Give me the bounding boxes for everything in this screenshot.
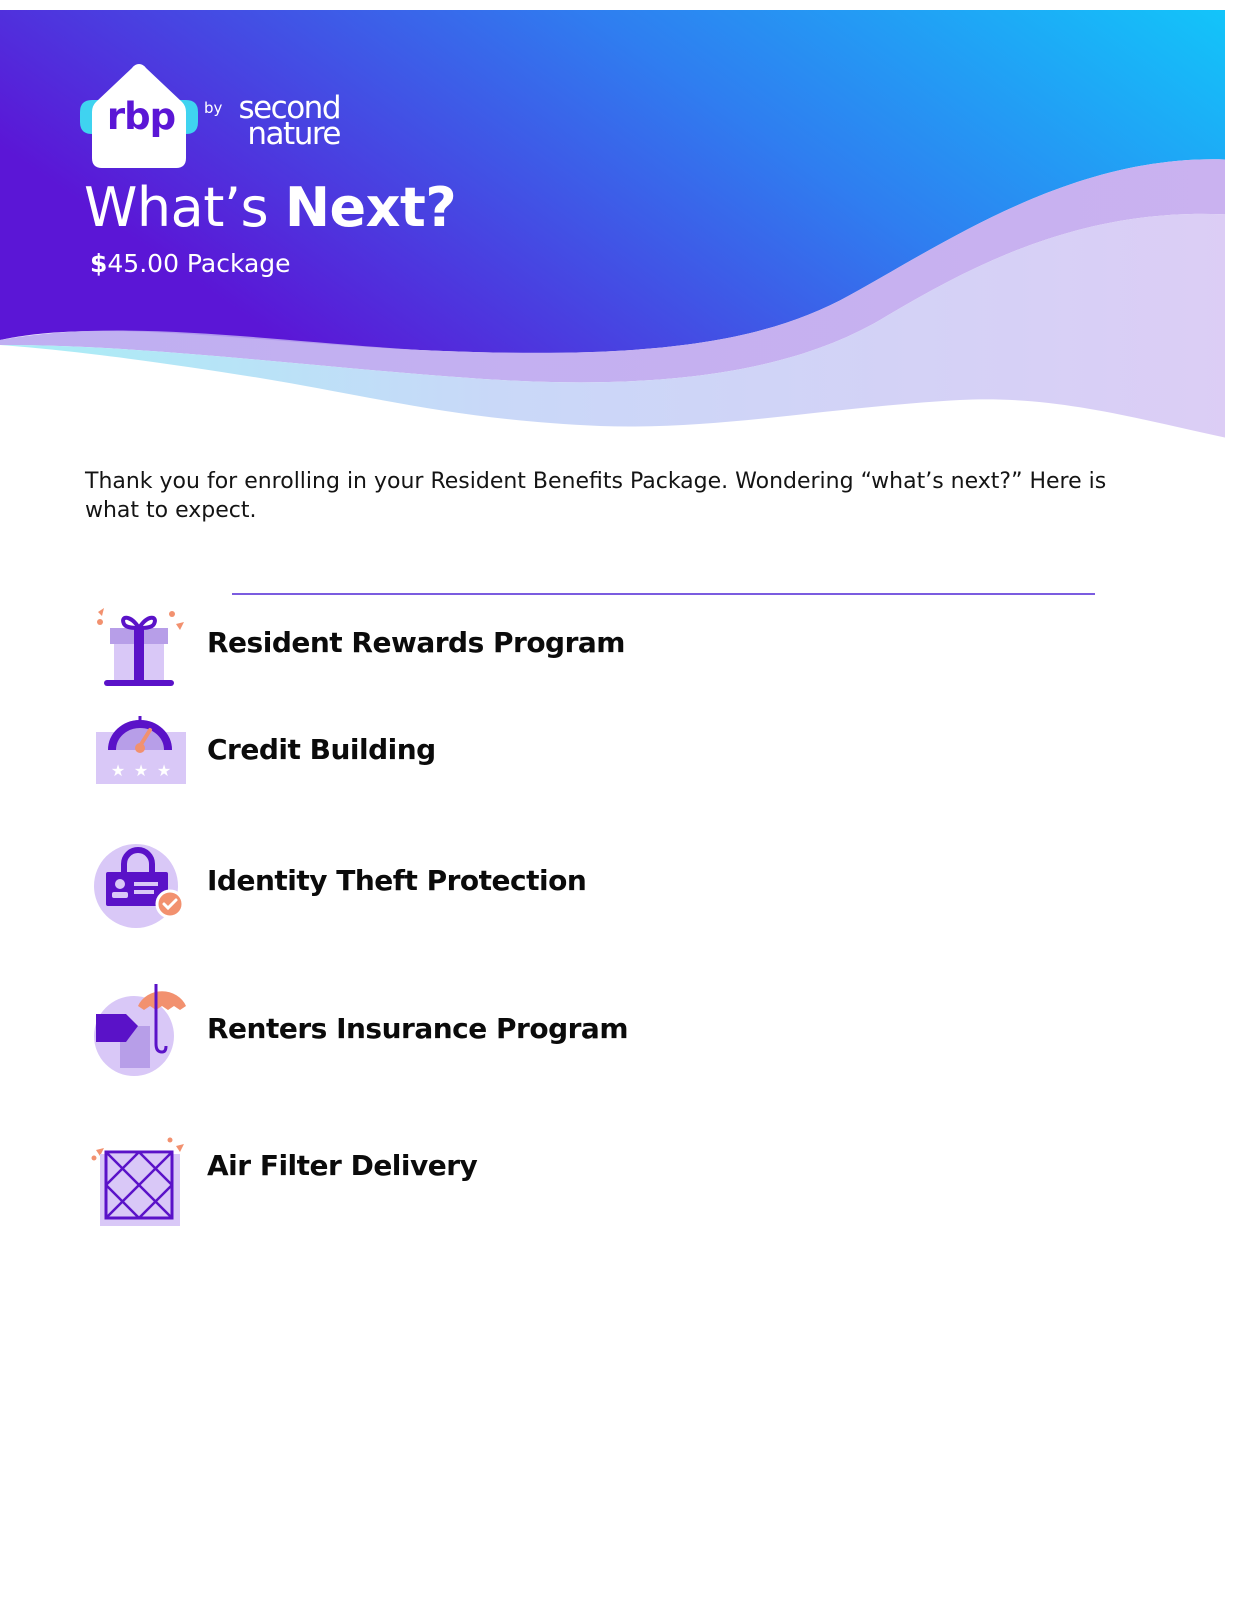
brand-by-text: by xyxy=(204,99,223,117)
title-light-part: What’s xyxy=(84,176,269,239)
second-nature-wordmark xyxy=(222,90,340,152)
svg-text:★: ★ xyxy=(156,761,172,780)
air-filter-icon xyxy=(90,1132,190,1232)
intro-paragraph: Thank you for enrolling in your Resident Benefits Package. Wondering “what’s next?” Here is what to expect. xyxy=(85,469,1107,523)
benefit-label-credit-building: Credit Building xyxy=(207,733,436,766)
page-right-margin xyxy=(1225,0,1237,450)
credit-gauge-icon xyxy=(90,710,190,810)
rbp-logo-text: rbp xyxy=(106,95,176,138)
gift-icon xyxy=(90,600,190,700)
wordmark-line-1: second xyxy=(238,90,340,126)
package-price xyxy=(90,249,291,278)
page-top-margin xyxy=(0,0,1237,10)
svg-text:★: ★ xyxy=(133,761,149,780)
title-bold-part: Next? xyxy=(284,176,457,239)
section-divider xyxy=(232,593,1095,595)
id-lock-icon xyxy=(90,838,190,938)
benefit-label-air-filter: Air Filter Delivery xyxy=(207,1149,478,1182)
wordmark-line-2: nature xyxy=(247,116,340,152)
benefit-label-identity-theft: Identity Theft Protection xyxy=(207,864,587,897)
package-currency: $ xyxy=(90,249,108,278)
package-text: 45.00 Package xyxy=(107,249,291,278)
benefit-label-renters-insurance: Renters Insurance Program xyxy=(207,1012,628,1045)
benefit-label-resident-rewards: Resident Rewards Program xyxy=(207,626,625,659)
page-title xyxy=(84,176,456,240)
svg-text:★: ★ xyxy=(110,761,126,780)
house-umbrella-icon xyxy=(90,980,190,1080)
